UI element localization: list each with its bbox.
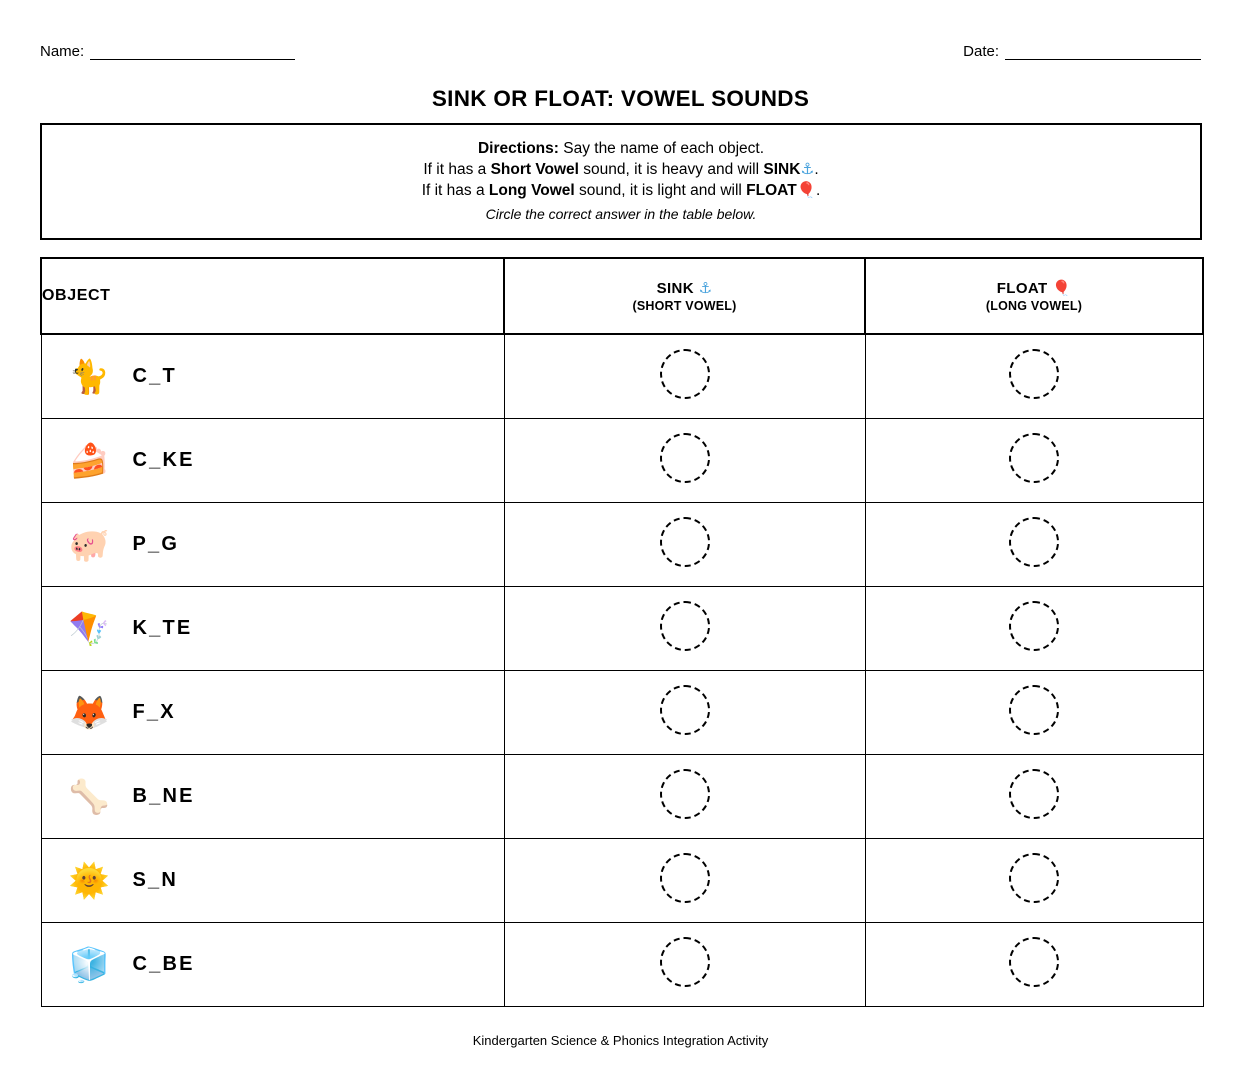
object-cell-content [42,503,504,586]
date-write-line[interactable] [1005,46,1201,60]
directions-line-3-mid: sound, it is light and will [574,182,747,199]
sink-answer-circle[interactable] [660,685,710,735]
float-answer-cell[interactable] [865,503,1203,587]
column-header-float [865,258,1203,334]
page-title: SINK OR FLOAT: VOWEL SOUNDS [431,86,810,111]
directions-line-1-text: Say the name of each object. [558,140,765,157]
sink-answer-cell[interactable] [504,755,865,839]
float-answer-cell[interactable] [865,671,1203,755]
sink-answer-circle[interactable] [660,937,710,987]
column-header-float-text: FLOAT [996,280,1048,297]
object-word: B_NE [132,785,195,807]
table-header-row [41,258,1203,334]
float-answer-circle[interactable] [1009,853,1059,903]
table-row [41,671,1203,755]
object-cell [41,671,504,755]
object-cell-content [42,839,504,922]
kite-emoji: 🪁 [68,609,110,648]
short-vowel-term: Short Vowel [490,161,579,178]
object-word: P_G [132,533,180,555]
float-answer-cell[interactable] [865,334,1203,419]
float-answer-cell[interactable] [865,923,1203,1007]
object-word: F_X [132,701,176,723]
directions-line-2-end: . [814,161,819,178]
name-write-line[interactable] [90,46,295,60]
fox-emoji: 🦊 [68,693,110,732]
table-row [41,334,1203,419]
pig-emoji: 🐖 [68,525,110,564]
float-answer-cell[interactable] [865,587,1203,671]
sink-answer-cell[interactable] [504,419,865,503]
balloon-icon: 🎈 [796,181,816,199]
name-field [40,44,295,60]
cat-emoji: 🐈 [68,357,110,396]
name-label: Name: [40,43,85,60]
directions-line-2-pre: If it has a [423,161,491,178]
float-answer-circle[interactable] [1009,769,1059,819]
object-cell [41,419,504,503]
long-vowel-term: Long Vowel [488,182,575,199]
directions-note: Circle the correct answer in the table below. [485,206,757,222]
sink-answer-cell[interactable] [504,587,865,671]
object-cell-content [42,755,504,838]
anchor-icon: ⚓ [698,279,713,297]
table-body [41,334,1203,1007]
object-cell [41,839,504,923]
float-answer-circle[interactable] [1009,685,1059,735]
sink-answer-circle[interactable] [660,517,710,567]
float-answer-circle[interactable] [1009,517,1059,567]
column-header-sink-text: SINK [656,280,694,297]
sink-answer-cell[interactable] [504,503,865,587]
sink-answer-circle[interactable] [660,769,710,819]
table-row [41,503,1203,587]
table-row [41,839,1203,923]
cake-emoji: 🍰 [68,441,110,480]
object-word: K_TE [132,617,193,639]
anchor-icon: ⚓ [800,160,815,178]
sink-answer-circle[interactable] [660,433,710,483]
object-cell [41,334,504,419]
sink-answer-circle[interactable] [660,853,710,903]
object-cell-content [42,419,504,502]
object-word: C_KE [132,449,195,471]
directions-line-3-end: . [816,182,821,199]
object-cell [41,755,504,839]
student-info-row [40,36,1201,60]
float-answer-circle[interactable] [1009,601,1059,651]
object-cell-content [42,923,504,1006]
object-cell [41,923,504,1007]
balloon-icon: 🎈 [1052,279,1072,297]
float-answer-circle[interactable] [1009,433,1059,483]
column-header-sink-main [505,279,864,297]
sink-answer-cell[interactable] [504,334,865,419]
float-word: FLOAT [746,182,797,199]
float-answer-cell[interactable] [865,755,1203,839]
object-cell [41,587,504,671]
object-word: C_T [132,365,177,387]
sun-emoji: 🌞 [68,861,110,900]
sink-or-float-table [40,257,1204,1007]
object-word: S_N [132,869,179,891]
sink-answer-cell[interactable] [504,671,865,755]
ice-cube-emoji: 🧊 [68,945,110,984]
object-cell-content [42,335,504,418]
float-answer-cell[interactable] [865,419,1203,503]
directions-line-2 [423,159,818,180]
sink-word: SINK [763,161,801,178]
bone-emoji: 🦴 [68,777,110,816]
float-answer-cell[interactable] [865,839,1203,923]
float-answer-circle[interactable] [1009,349,1059,399]
sink-answer-circle[interactable] [660,601,710,651]
column-header-sink-sub: (SHORT VOWEL) [632,299,737,313]
float-answer-circle[interactable] [1009,937,1059,987]
object-cell-content [42,587,504,670]
table-row [41,923,1203,1007]
table-row [41,419,1203,503]
date-label: Date: [963,43,999,60]
column-header-sink [504,258,865,334]
sink-answer-circle[interactable] [660,349,710,399]
sink-answer-cell[interactable] [504,923,865,1007]
sink-answer-cell[interactable] [504,839,865,923]
directions-line-1 [478,138,764,159]
directions-box [40,123,1202,240]
table-row [41,587,1203,671]
date-field [963,44,1201,60]
directions-label: Directions: [477,140,559,157]
column-header-float-sub: (LONG VOWEL) [985,299,1083,313]
directions-line-3-pre: If it has a [421,182,489,199]
directions-line-2-mid: sound, it is heavy and will [578,161,764,178]
directions-line-3 [422,180,821,201]
column-header-object: OBJECT [41,258,504,334]
column-header-float-main [866,279,1202,297]
table-row [41,755,1203,839]
page-footer: Kindergarten Science & Phonics Integration Activity [472,1033,769,1048]
object-cell [41,503,504,587]
object-word: C_BE [132,953,195,975]
object-cell-content [42,671,504,754]
